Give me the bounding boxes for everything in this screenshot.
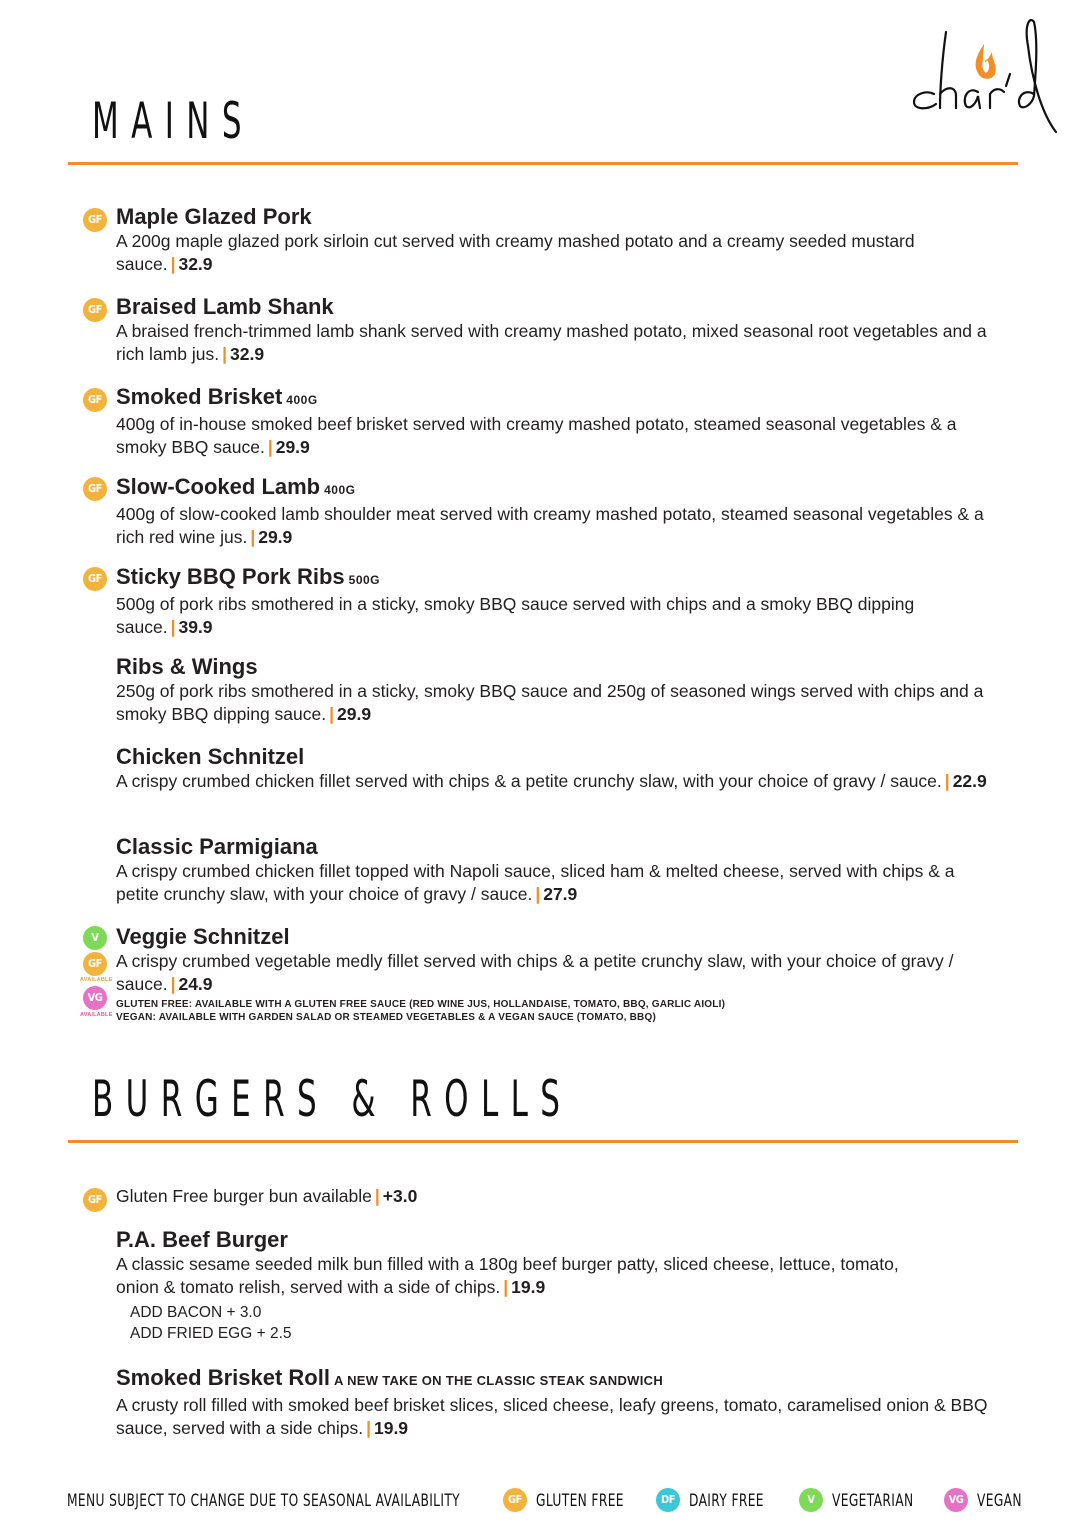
- gluten-free-icon: GF: [83, 477, 107, 501]
- item-price: 22.9: [952, 771, 987, 791]
- item-name: Classic Parmigiana: [116, 834, 318, 859]
- item-price: 32.9: [230, 344, 265, 364]
- gluten-free-icon: GF: [83, 388, 107, 412]
- menu-item-sticky-bbq-pork-ribs: [116, 564, 996, 639]
- item-description: A crispy crumbed chicken fillet served with chips & a petite crunchy slaw, with your choice of gravy / sauce. | 22.9: [116, 771, 987, 791]
- vegan-icon: VG: [83, 986, 107, 1010]
- item-description: A crispy crumbed vegetable medly fillet served with chips & a petite crunchy slaw, with your choice of gravy / sauce. | 24.9: [116, 951, 954, 994]
- item-name: Sticky BBQ Pork Ribs 500G: [116, 564, 380, 589]
- item-name: Braised Lamb Shank: [116, 294, 334, 319]
- item-price: 29.9: [258, 527, 293, 547]
- item-name: Smoked Brisket 400G: [116, 384, 318, 409]
- gluten-free-icon: GF: [83, 208, 107, 232]
- item-description: A crusty roll filled with smoked beef brisket slices, sliced cheese, leafy greens, tomato, caramelised onion & BBQ sauce, served with a side chips. | 19.9: [116, 1395, 988, 1438]
- gluten-free-icon: GF: [503, 1488, 527, 1512]
- menu-item-braised-lamb-shank: [116, 294, 996, 366]
- gluten-free-icon: GF: [83, 1188, 107, 1212]
- item-name: Maple Glazed Pork: [116, 204, 312, 229]
- gluten-free-bun-note: Gluten Free burger bun available | +3.0: [116, 1186, 418, 1206]
- available-label: AVAILABLE: [80, 1012, 113, 1018]
- item-price: 29.9: [337, 704, 372, 724]
- item-description: A classic sesame seeded milk bun filled with a 180g beef burger patty, sliced cheese, lettuce, tomato, onion & tomato relish, served with a side of chips. | 19.9: [116, 1254, 899, 1297]
- item-description: A 200g maple glazed pork sirloin cut served with creamy mashed potato and a creamy seeded mustard sauce. | 32.9: [116, 231, 915, 274]
- mains-section-title: MAINS: [92, 92, 254, 150]
- legend-label-gluten-free: GLUTEN FREE: [536, 1491, 624, 1511]
- menu-item-slow-cooked-lamb: [116, 474, 996, 549]
- item-weight: 400G: [286, 393, 318, 407]
- item-name: Chicken Schnitzel: [116, 744, 305, 769]
- item-weight: 400G: [324, 483, 356, 497]
- gluten-free-icon: GF: [83, 567, 107, 591]
- item-name: Smoked Brisket Roll A NEW TAKE ON THE CLASSIC STEAK SANDWICH: [116, 1365, 664, 1390]
- item-description: A braised french-trimmed lamb shank served with creamy mashed potato, mixed seasonal root vegetables and a rich lamb jus. | 32.9: [116, 321, 987, 364]
- vegan-note: VEGAN: AVAILABLE WITH GARDEN SALAD OR STEAMED VEGETABLES & A VEGAN SAUCE (TOMATO, BBQ): [116, 1012, 656, 1023]
- vegan-icon: VG: [944, 1488, 968, 1512]
- item-description: 500g of pork ribs smothered in a sticky, smoky BBQ sauce served with chips and a smoky BBQ dipping sauce. | 39.9: [116, 594, 915, 637]
- item-price: 32.9: [178, 254, 213, 274]
- item-price: 29.9: [275, 437, 310, 457]
- item-description: 400g of in-house smoked beef brisket served with creamy mashed potato, steamed seasonal vegetables & a smoky BBQ sauce. | 29.9: [116, 414, 957, 457]
- vegetarian-icon: V: [799, 1488, 823, 1512]
- logo-flame-icon: [976, 44, 996, 79]
- item-price: +3.0: [382, 1186, 418, 1206]
- mains-divider: [68, 162, 1018, 165]
- addon-fried-egg: ADD FRIED EGG + 2.5: [130, 1325, 292, 1342]
- item-price: 24.9: [178, 974, 213, 994]
- vegetarian-icon: V: [83, 926, 107, 950]
- item-description: A crispy crumbed chicken fillet topped with Napoli sauce, sliced ham & melted cheese, served with chips & a petite crunchy slaw, with your choice of gravy / sauce. | 27.9: [116, 861, 955, 904]
- menu-item-smoked-brisket-roll: [116, 1365, 996, 1440]
- gluten-free-icon: GF: [83, 298, 107, 322]
- item-description: 400g of slow-cooked lamb shoulder meat served with creamy mashed potato, steamed seasonal vegetables & a rich red wine jus. | 29.9: [116, 504, 984, 547]
- gluten-free-note: GLUTEN FREE: AVAILABLE WITH A GLUTEN FREE SAUCE (RED WINE JUS, HOLLANDAISE, TOMATO, BBQ, GARLIC AIOLI): [116, 999, 726, 1010]
- menu-item-smoked-brisket: [116, 384, 996, 459]
- item-price: 19.9: [373, 1418, 409, 1438]
- menu-item-ribs-and-wings: [116, 654, 996, 726]
- item-name: Veggie Schnitzel: [116, 924, 290, 949]
- menu-item-veggie-schnitzel: [116, 924, 996, 1024]
- item-price: 27.9: [543, 884, 578, 904]
- item-tagline: A NEW TAKE ON THE CLASSIC STEAK SANDWICH: [333, 1373, 664, 1388]
- item-name: P.A. Beef Burger: [116, 1227, 288, 1252]
- addon-bacon: ADD BACON + 3.0: [130, 1304, 262, 1321]
- item-weight: 500G: [348, 573, 380, 587]
- item-price: 39.9: [178, 617, 213, 637]
- menu-item-maple-glazed-pork: [116, 204, 996, 276]
- dairy-free-icon: DF: [656, 1488, 680, 1512]
- item-name: Slow-Cooked Lamb 400G: [116, 474, 356, 499]
- menu-item-classic-parmigiana: [116, 834, 996, 906]
- item-description: 250g of pork ribs smothered in a sticky, smoky BBQ sauce and 250g of seasoned wings served with chips and a smoky BBQ dipping sauce. | 29.9: [116, 681, 984, 724]
- footer-disclaimer: MENU SUBJECT TO CHANGE DUE TO SEASONAL AVAILABILITY: [67, 1491, 460, 1511]
- legend-label-dairy-free: DAIRY FREE: [689, 1491, 764, 1511]
- menu-item-pa-beef-burger: [116, 1227, 996, 1344]
- item-price: 19.9: [511, 1277, 546, 1297]
- burgers-divider: [68, 1140, 1018, 1143]
- legend-label-vegan: VEGAN: [977, 1491, 1022, 1511]
- menu-item-chicken-schnitzel: [116, 744, 996, 793]
- gluten-free-icon: GF: [83, 952, 107, 976]
- item-name: Ribs & Wings: [116, 654, 258, 679]
- burgers-section-title: BURGERS & ROLLS: [92, 1070, 573, 1128]
- chard-logo: [906, 10, 1066, 140]
- available-label: AVAILABLE: [80, 977, 113, 983]
- legend-label-vegetarian: VEGETARIAN: [832, 1491, 914, 1511]
